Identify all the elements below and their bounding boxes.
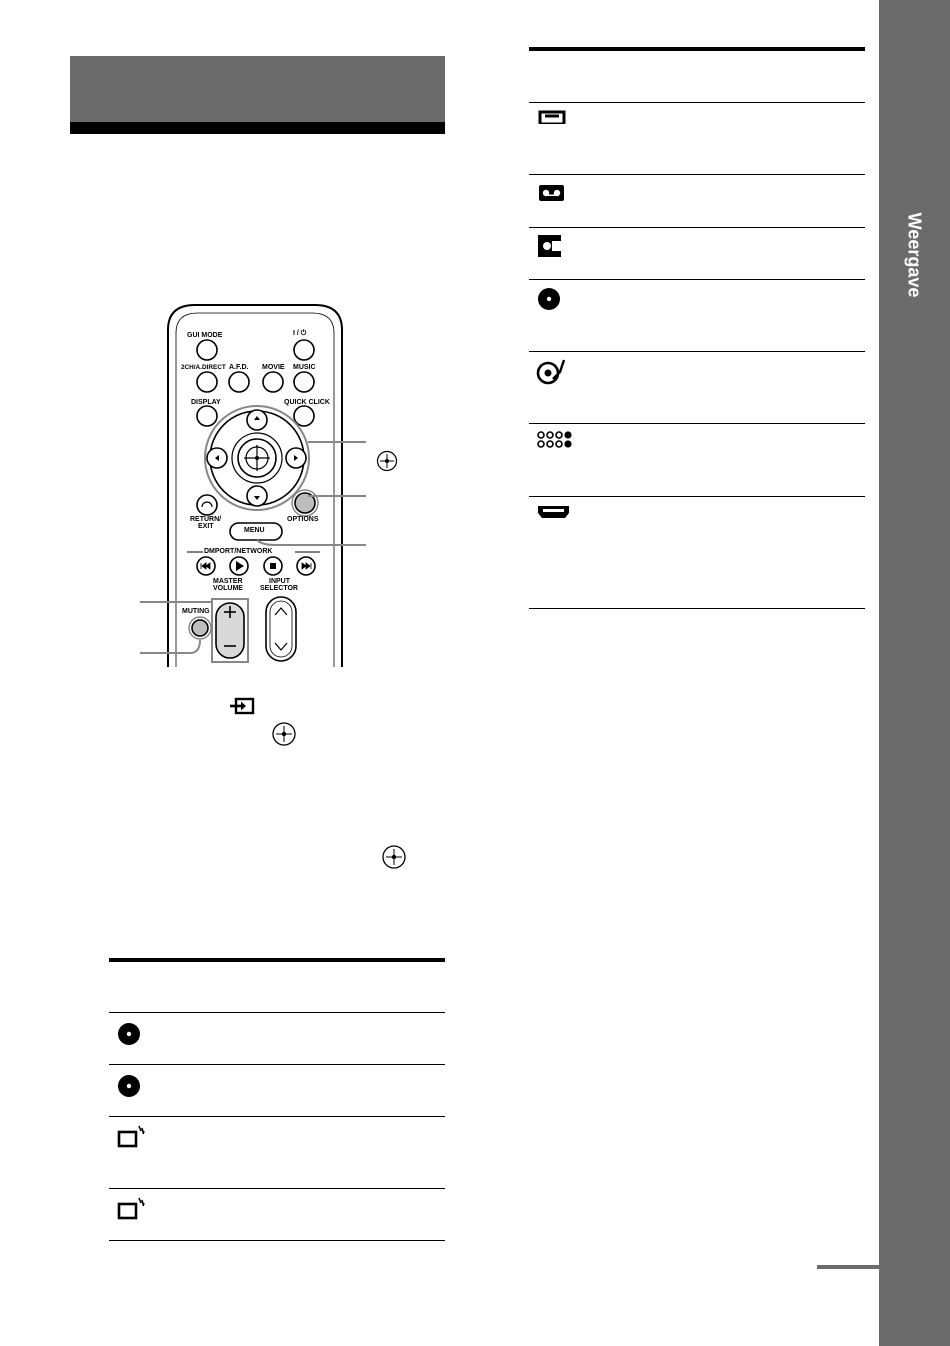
right-table-rule <box>529 279 865 280</box>
options-label: OPTIONS <box>287 516 319 523</box>
right-table-rule <box>529 351 865 352</box>
remote-control-illustration <box>140 300 380 672</box>
right-table-rule <box>529 102 865 103</box>
input-icon <box>229 697 255 715</box>
md-disc-icon <box>536 233 564 259</box>
quick-click-label: QUICK CLICK <box>284 399 330 406</box>
left-table-rule <box>109 1188 445 1189</box>
right-table-rule <box>529 423 865 424</box>
tv-broadcast-icon <box>116 1196 148 1222</box>
enter-button-icon <box>376 450 398 472</box>
left-table-rule <box>109 1064 445 1065</box>
continued-marker <box>817 1265 879 1269</box>
left-table-rule <box>109 1012 445 1013</box>
section-header-box <box>70 56 445 122</box>
left-table-top-rule <box>109 958 445 962</box>
volume-label: VOLUME <box>213 585 243 592</box>
music-label: MUSIC <box>293 364 316 371</box>
side-tab <box>879 0 950 1346</box>
cassette-tape-icon <box>537 183 567 203</box>
side-tab-label: Weergave <box>904 212 925 298</box>
direct-label: 2CH/A.DIRECT <box>181 364 226 371</box>
right-table-rule <box>529 496 865 497</box>
menu-label: MENU <box>244 527 265 534</box>
right-table-rule <box>529 227 865 228</box>
disc-icon <box>117 1022 141 1046</box>
afd-label: A.F.D. <box>229 364 249 371</box>
left-table-bottom-rule <box>109 1240 445 1241</box>
turntable-icon <box>536 358 568 386</box>
return-label: RETURN/ <box>190 516 222 523</box>
disc-icon <box>537 287 561 311</box>
hdmi-icon <box>536 504 572 520</box>
power-label: I / ⏻ <box>293 330 307 337</box>
tv-broadcast-icon <box>116 1124 148 1150</box>
display-label: DISPLAY <box>191 399 221 406</box>
video-input-icon <box>537 110 567 124</box>
gui-mode-label: GUI MODE <box>187 332 223 339</box>
movie-label: MOVIE <box>262 364 285 371</box>
master-label: MASTER <box>213 578 243 585</box>
dmport-label: DMPORT/NETWORK <box>204 548 273 555</box>
left-table-rule <box>109 1116 445 1117</box>
exit-label: EXIT <box>198 523 214 530</box>
right-table-bottom-rule <box>529 608 865 609</box>
muting-label: MUTING <box>182 608 210 615</box>
section-header-bar <box>70 122 445 134</box>
enter-button-icon <box>381 844 407 870</box>
right-table-top-rule <box>529 47 865 51</box>
input-label: INPUT <box>269 578 290 585</box>
disc-icon <box>117 1074 141 1098</box>
enter-button-icon <box>271 721 297 747</box>
selector-label: SELECTOR <box>260 585 298 592</box>
right-table-rule <box>529 174 865 175</box>
multi-channel-input-icon <box>536 430 578 450</box>
